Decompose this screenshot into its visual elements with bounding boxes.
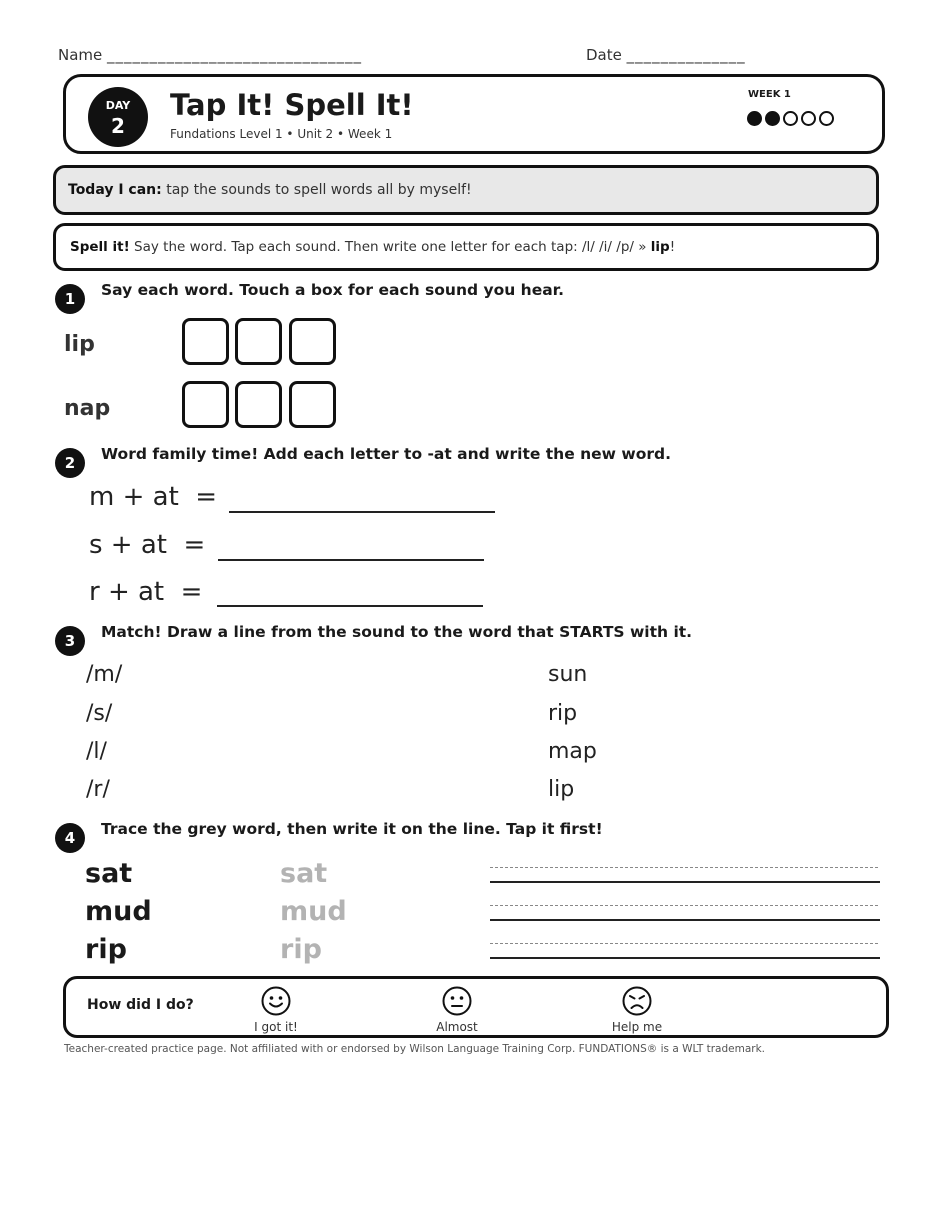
day-number: 2 <box>111 114 125 138</box>
writing-line[interactable] <box>490 919 880 921</box>
trace-word-grey[interactable]: rip <box>280 934 322 965</box>
match-word[interactable]: sun <box>548 662 588 687</box>
answer-line[interactable] <box>218 559 484 561</box>
day-badge <box>88 87 148 147</box>
week-label: WEEK 1 <box>748 89 791 100</box>
trace-word: sat <box>85 858 133 889</box>
match-sound[interactable]: /s/ <box>86 701 113 726</box>
match-sound[interactable]: /r/ <box>86 777 110 802</box>
equation-2: s + at = <box>89 530 206 560</box>
progress-dot-filled <box>747 111 762 126</box>
page-subtitle: Fundations Level 1 • Unit 2 • Week 1 <box>170 127 393 141</box>
name-field[interactable] <box>58 46 362 64</box>
section-2-number: 2 <box>55 448 85 478</box>
match-word[interactable]: lip <box>548 777 575 802</box>
equation-1: m + at = <box>89 482 218 512</box>
neutral-face-label: Almost <box>436 1020 478 1034</box>
writing-guide-dashed <box>490 943 878 944</box>
date-field[interactable] <box>586 46 746 64</box>
match-sound[interactable]: /l/ <box>86 739 107 764</box>
neutral-face-icon <box>442 986 472 1016</box>
progress-dot-empty <box>783 111 798 126</box>
trace-word: mud <box>85 896 152 927</box>
neutral-face-option[interactable] <box>442 986 472 1020</box>
spell-answer: lip <box>650 239 670 255</box>
sad-face-icon <box>622 986 652 1016</box>
match-sound[interactable]: /m/ <box>86 662 123 687</box>
writing-guide-dashed <box>490 905 878 906</box>
match-word[interactable]: rip <box>548 701 578 726</box>
trace-word: rip <box>85 934 127 965</box>
week-progress-dots <box>747 111 837 130</box>
writing-line[interactable] <box>490 957 880 959</box>
equation-3: r + at = <box>89 577 203 607</box>
spell-text: Say the word. Tap each sound. Then write one letter for each tap: /l/ /i/ /p/ » <box>129 239 651 255</box>
self-check-label: How did I do? <box>87 997 194 1013</box>
date-label: Date <box>586 46 622 64</box>
sad-face-option[interactable] <box>622 986 652 1020</box>
date-blank: ______________ <box>626 46 746 64</box>
sound-box[interactable] <box>182 318 229 365</box>
name-blank: ______________________________ <box>107 46 363 64</box>
disclaimer: Teacher-created practice page. Not affiliated with or endorsed by Wilson Language Training Corp. FUNDATIONS® is a WLT trademark. <box>64 1043 766 1055</box>
section-4-number: 4 <box>55 823 85 853</box>
section-4-instruction: Trace the grey word, then write it on the line. Tap it first! <box>101 820 603 838</box>
today-banner <box>53 165 879 215</box>
sound-box[interactable] <box>235 318 282 365</box>
spell-banner <box>53 223 879 271</box>
today-lead: Today I can: <box>68 182 162 198</box>
writing-line[interactable] <box>490 881 880 883</box>
day-label: DAY <box>105 99 131 112</box>
section-2-instruction: Word family time! Add each letter to -at and write the new word. <box>101 445 671 463</box>
sound-box[interactable] <box>289 381 336 428</box>
happy-face-icon <box>261 986 291 1016</box>
writing-guide-dashed <box>490 867 878 868</box>
progress-dot-empty <box>801 111 816 126</box>
sound-box[interactable] <box>289 318 336 365</box>
answer-line[interactable] <box>229 511 495 513</box>
sad-face-label: Help me <box>611 1020 663 1034</box>
trace-word-grey[interactable]: sat <box>280 858 328 889</box>
today-text: tap the sounds to spell words all by myself! <box>161 182 472 198</box>
progress-dot-filled <box>765 111 780 126</box>
name-label: Name <box>58 46 103 64</box>
spell-end: ! <box>669 239 676 255</box>
section-1-number: 1 <box>55 284 85 314</box>
section-3-number: 3 <box>55 626 85 656</box>
trace-word-grey[interactable]: mud <box>280 896 347 927</box>
section-3-instruction: Match! Draw a line from the sound to the word that STARTS with it. <box>101 623 693 641</box>
answer-line[interactable] <box>217 605 483 607</box>
sound-box[interactable] <box>182 381 229 428</box>
happy-face-option[interactable] <box>261 986 291 1020</box>
happy-face-label: I got it! <box>254 1020 298 1034</box>
sound-word-1: lip <box>64 332 95 357</box>
match-word[interactable]: map <box>548 739 597 764</box>
sound-box[interactable] <box>235 381 282 428</box>
sound-word-2: nap <box>64 396 111 421</box>
section-1-instruction: Say each word. Touch a box for each sound you hear. <box>101 281 565 299</box>
progress-dot-empty <box>819 111 834 126</box>
spell-lead: Spell it! <box>70 239 130 255</box>
page-title: Tap It! Spell It! <box>170 88 414 122</box>
